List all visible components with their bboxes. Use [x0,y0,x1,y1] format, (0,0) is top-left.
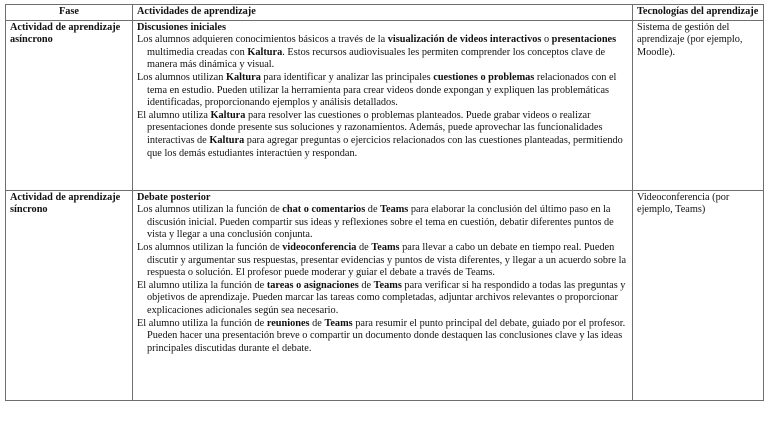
text-run: Los alumnos utilizan la función de [137,241,283,253]
header-fase: Fase [6,5,133,21]
table-row-asincrono [6,20,764,190]
bold-run: Teams [380,204,409,216]
text-run: multimedia creadas con [147,46,248,58]
text-run: . Estos recursos audiovisuales les permiten comprender los conceptos clave de manera más dinámica y visual. [147,46,606,71]
activity-paragraph [137,72,628,110]
text-run: de [365,204,381,216]
text-run: El alumno utiliza la función de [137,279,267,291]
table-header-row [6,5,764,21]
bold-run: cuestiones o problemas [433,71,535,83]
text-run: Los alumnos utilizan la función de [137,204,283,216]
text-run: para identificar y analizar las principales [260,71,434,83]
text-run: o [541,34,552,46]
bold-run: Teams [324,317,353,329]
activity-paragraph [137,34,628,72]
header-tecnologias: Tecnologías del aprendizaje [633,5,764,21]
bold-run: Teams [373,279,402,291]
activity-paragraph [137,280,628,318]
text-run: de [358,279,374,291]
activity-title: Discusiones iniciales [137,21,226,33]
text-run: para resumir el punto principal del debate, guiado por el profesor. Pueden hacer una presentación breve o compartir un documento donde destaquen las conclusiones clave y las ideas principales discutidas durante el debate. [147,317,626,354]
learning-activities-table [5,4,764,401]
bold-run: videoconferencia [282,241,357,253]
fase-cell: Actividad de aprendizaje asíncrono [6,20,133,190]
tecnologias-cell: Videoconferencia (por ejemplo, Teams) [633,190,764,400]
bold-run: tareas o asignaciones [266,279,359,291]
activities-cell [133,20,633,190]
tecnologias-cell: Sistema de gestión del aprendizaje (por ejemplo, Moodle). [633,20,764,190]
activity-paragraph [137,242,628,280]
text-run: relacionados con el tema en estudio. Pueden utilizar la herramienta para crear videos donde expongan y expliquen las problemáticas identificadas, proporcionando ejemplos y análisis detallados. [147,71,617,109]
text-run: para resolver las cuestiones o problemas planteados. Puede grabar videos o realizar presentaciones donde presente sus soluciones y razonamientos. Además, puede aprovechar las funcionalidades interactivas de [147,109,603,146]
text-run: para elaborar la conclusión del último paso en la discusión inicial. Pueden compartir sus ideas y reflexiones sobre el tema en cuestión, debatir diferentes puntos de vista y llegar a una conclusión conjunta. [147,204,614,241]
text-run: para agregar preguntas o ejercicios relacionados con las cuestiones planteadas, permitiendo que los demás estudiantes interactúen y respondan. [147,134,623,159]
activity-title: Debate posterior [137,191,211,203]
text-run: de [309,317,325,329]
bold-run: visualización de videos interactivos [387,34,542,46]
activity-paragraph [137,110,628,160]
table-row-sincrono [6,190,764,400]
bold-run: Kaltura [225,71,261,83]
text-run: para verificar si ha respondido a todas las preguntas y objetivos de aprendizaje. Pueden marcar las tareas como completadas, adjuntar archivos relevantes o proporcionar explicaciones adicionales según sea necesario. [147,279,626,316]
bold-run: presentaciones [551,34,617,46]
header-actividades: Actividades de aprendizaje [133,5,633,21]
text-run: El alumno utiliza [137,109,211,121]
bold-run: reuniones [266,317,310,329]
text-run: para llevar a cabo un debate en tiempo real. Pueden discutir y argumentar sus respuestas, presentar evidencias y puntos de vista diferentes, y llegar a un acuerdo sobre la respuesta o solución. El profesor puede moderar y guiar el debate a través de Teams. [147,241,627,279]
activity-paragraph [137,318,628,356]
bold-run: Kaltura [209,134,245,146]
bold-run: Teams [371,241,400,253]
bold-run: chat o comentarios [282,204,366,216]
text-run: Los alumnos utilizan [137,71,226,83]
text-run: El alumno utiliza la función de [137,317,267,329]
activities-cell [133,190,633,400]
fase-cell: Actividad de aprendizaje síncrono [6,190,133,400]
bold-run: Kaltura [247,46,283,58]
bold-run: Kaltura [210,109,246,121]
activity-paragraph [137,204,628,242]
text-run: de [356,241,372,253]
text-run: Los alumnos adquieren conocimientos básicos a través de la [137,34,388,46]
